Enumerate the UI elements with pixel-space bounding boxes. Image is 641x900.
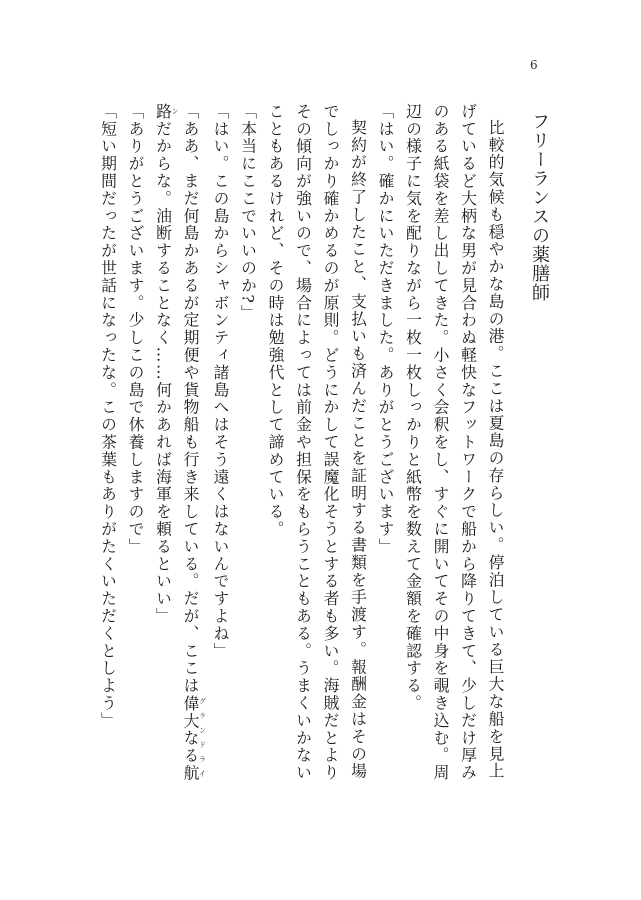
dialogue-line: 「ありがとうございます。少しこの島で休養しますので」 — [126, 103, 145, 556]
dialogue-line: 「本当にここでいいのか?」 — [238, 103, 258, 322]
paragraph: 比較的気候も穏やかな島の港。ここは夏島の存らしい。停泊している巨大な船を見上げているど大柄な男が見合わぬ軽快なフットワークで船から降りてきて、少しだけ厚みのある紙袋を差し出してきた。小さく会釈をし、すぐに開いてその中身を覗き込む。周辺の様子に気を配りながら一枚一枚しっかりと紙幣を数えて金額を確認する。 — [403, 103, 505, 782]
body-text — [94, 103, 509, 793]
ruby-annotation: 偉大なる航路グランドライン — [153, 103, 207, 782]
dialogue-line: 「はい。確かにいただきました。ありがとうございます」 — [376, 103, 395, 556]
dialogue-line: 「短い期間だったが世話になったな。この茶葉もありがたくいただくとしよう」 — [98, 103, 118, 730]
dialogue-line-with-ruby: 「ああ、まだ何島かあるが定期便や貨物船も行き来している。だが、ここは偉大なる航路グランドラインだからな。油断することなく……何かあれば海軍を頼るといい」 — [153, 103, 207, 782]
dialogue-line: 「はい。この島からシャボンティ諸島へはそう遠くはないんですよね」 — [211, 103, 230, 660]
page-number: 6 — [530, 58, 538, 72]
running-title: フリーランスの薬膳師 — [529, 112, 550, 302]
paragraph: 契約が終了したこと、支払いも済んだことを証明する書類を手渡す。報酬金はその場でしっかり確かめるのが原則。どうにかして誤魔化そうとする者も多い。海賊だとよりその傾向が強いので、場合によっては前金や担保をもらうこともある。うまくいかないこともあるけれど、その時は勉強代として諦めている。 — [266, 103, 368, 782]
